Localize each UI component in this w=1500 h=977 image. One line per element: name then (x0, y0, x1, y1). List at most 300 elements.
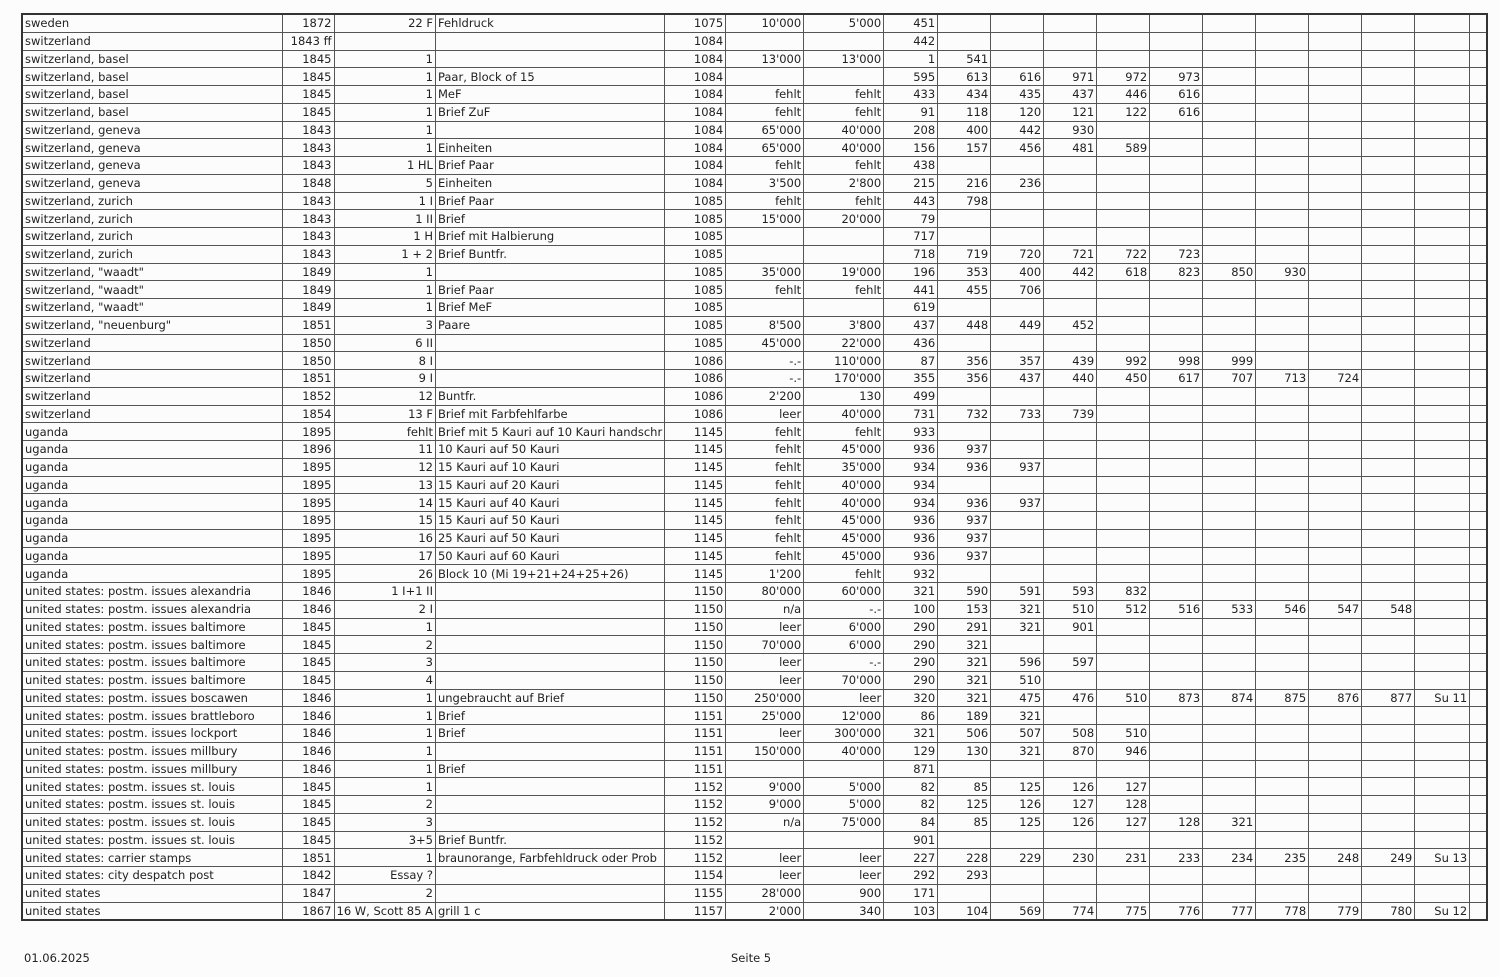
cell-ref-8 (1256, 707, 1309, 725)
cell-ref-10 (1362, 654, 1415, 672)
cell-catalog-no: 1 (334, 139, 435, 157)
cell-price-used: 45'000 (804, 547, 884, 565)
cell-year: 1843 (282, 139, 334, 157)
cell-ref-10 (1362, 529, 1415, 547)
cell-price-used: 170'000 (804, 370, 884, 388)
cell-ref-11 (1415, 86, 1470, 104)
cell-description: Brief mit 5 Kauri auf 10 Kauri handschr (435, 423, 664, 441)
cell-ref-8 (1256, 387, 1309, 405)
cell-ref-9 (1309, 32, 1362, 50)
cell-country: united states: postm. issues brattleboro (22, 707, 282, 725)
cell-ref-2 (938, 565, 991, 583)
cell-ref-5 (1097, 228, 1150, 246)
cell-price-used (804, 245, 884, 263)
cell-ref-4 (1044, 281, 1097, 299)
cell-ref-6: 616 (1150, 103, 1203, 121)
cell-price-unused: 9'000 (726, 796, 804, 814)
table-row (22, 476, 1487, 494)
cell-ref-5 (1097, 565, 1150, 583)
cell-year: 1846 (282, 725, 334, 743)
cell-ref-2: 291 (938, 618, 991, 636)
cell-price-used: 40'000 (804, 476, 884, 494)
cell-catalog-no: 1 II (334, 210, 435, 228)
cell-ref-11 (1415, 476, 1470, 494)
cell-ref-11 (1415, 387, 1470, 405)
cell-ref-1: 290 (884, 618, 938, 636)
cell-price-used: 70'000 (804, 671, 884, 689)
cell-page-ref: 1157 (665, 902, 726, 920)
cell-price-unused: fehlt (726, 423, 804, 441)
cell-price-unused: 8'500 (726, 316, 804, 334)
cell-ref-8: 930 (1256, 263, 1309, 281)
cell-catalog-no: 4 (334, 671, 435, 689)
cell-ref-10 (1362, 387, 1415, 405)
cell-ref-8 (1256, 494, 1309, 512)
cell-year: 1847 (282, 884, 334, 902)
cell-ref-3 (991, 831, 1044, 849)
cell-ref-9 (1309, 50, 1362, 68)
cell-ref-12 (1470, 68, 1487, 86)
cell-ref-11 (1415, 707, 1470, 725)
cell-price-used: 19'000 (804, 263, 884, 281)
cell-ref-7 (1203, 405, 1256, 423)
cell-price-unused: 1'200 (726, 565, 804, 583)
cell-year: 1843 (282, 228, 334, 246)
cell-ref-2: 937 (938, 547, 991, 565)
cell-ref-7 (1203, 50, 1256, 68)
cell-ref-12 (1470, 458, 1487, 476)
cell-ref-1: 290 (884, 654, 938, 672)
cell-catalog-no: 12 (334, 387, 435, 405)
cell-ref-2 (938, 831, 991, 849)
cell-price-unused (726, 760, 804, 778)
cell-ref-8 (1256, 831, 1309, 849)
cell-ref-4: 127 (1044, 796, 1097, 814)
table-row (22, 14, 1487, 32)
cell-ref-8 (1256, 210, 1309, 228)
cell-ref-7: 533 (1203, 600, 1256, 618)
cell-ref-6 (1150, 654, 1203, 672)
cell-ref-8 (1256, 281, 1309, 299)
cell-ref-11 (1415, 618, 1470, 636)
cell-price-used: 5'000 (804, 778, 884, 796)
cell-catalog-no: 1 (334, 618, 435, 636)
cell-ref-10 (1362, 565, 1415, 583)
cell-description: 15 Kauri auf 10 Kauri (435, 458, 664, 476)
cell-ref-12 (1470, 636, 1487, 654)
cell-price-used: fehlt (804, 192, 884, 210)
cell-ref-9 (1309, 103, 1362, 121)
table-row (22, 654, 1487, 672)
cell-price-used: 6'000 (804, 618, 884, 636)
cell-country: united states: postm. issues alexandria (22, 600, 282, 618)
cell-ref-3: 229 (991, 849, 1044, 867)
cell-country: uganda (22, 565, 282, 583)
cell-country: uganda (22, 458, 282, 476)
cell-ref-9 (1309, 281, 1362, 299)
table-row (22, 228, 1487, 246)
cell-ref-8 (1256, 299, 1309, 317)
cell-ref-5 (1097, 50, 1150, 68)
cell-ref-4 (1044, 512, 1097, 530)
cell-country: uganda (22, 476, 282, 494)
cell-year: 1845 (282, 654, 334, 672)
cell-ref-1: 208 (884, 121, 938, 139)
cell-page-ref: 1145 (665, 441, 726, 459)
cell-ref-8 (1256, 334, 1309, 352)
cell-catalog-no: 8 I (334, 352, 435, 370)
cell-ref-10 (1362, 423, 1415, 441)
cell-ref-1: 871 (884, 760, 938, 778)
cell-ref-11 (1415, 494, 1470, 512)
cell-ref-11 (1415, 583, 1470, 601)
cell-year: 1850 (282, 352, 334, 370)
cell-ref-7 (1203, 867, 1256, 885)
cell-ref-6 (1150, 32, 1203, 50)
cell-ref-7 (1203, 725, 1256, 743)
cell-ref-2: 613 (938, 68, 991, 86)
cell-price-unused (726, 228, 804, 246)
cell-country: switzerland, zurich (22, 228, 282, 246)
cell-ref-9 (1309, 636, 1362, 654)
cell-ref-5: 775 (1097, 902, 1150, 920)
footer-page-number: Seite 5 (731, 951, 772, 965)
table-row (22, 583, 1487, 601)
cell-page-ref: 1151 (665, 707, 726, 725)
cell-ref-11 (1415, 884, 1470, 902)
cell-year: 1895 (282, 547, 334, 565)
cell-ref-9 (1309, 831, 1362, 849)
cell-ref-7 (1203, 512, 1256, 530)
cell-ref-11 (1415, 529, 1470, 547)
cell-description: Brief Buntfr. (435, 831, 664, 849)
cell-ref-11 (1415, 68, 1470, 86)
cell-description (435, 636, 664, 654)
cell-description (435, 370, 664, 388)
table-row (22, 32, 1487, 50)
cell-page-ref: 1145 (665, 476, 726, 494)
cell-ref-1: 82 (884, 778, 938, 796)
cell-ref-1: 87 (884, 352, 938, 370)
cell-country: united states: postm. issues st. louis (22, 778, 282, 796)
table-row (22, 689, 1487, 707)
cell-ref-1: 436 (884, 334, 938, 352)
cell-page-ref: 1150 (665, 671, 726, 689)
cell-ref-10 (1362, 796, 1415, 814)
cell-ref-10 (1362, 831, 1415, 849)
cell-ref-7 (1203, 299, 1256, 317)
cell-ref-9 (1309, 760, 1362, 778)
cell-ref-1: 215 (884, 174, 938, 192)
cell-ref-4 (1044, 458, 1097, 476)
cell-country: switzerland, basel (22, 50, 282, 68)
cell-description: Brief Paar (435, 281, 664, 299)
cell-ref-6: 823 (1150, 263, 1203, 281)
cell-ref-9 (1309, 867, 1362, 885)
cell-ref-10 (1362, 334, 1415, 352)
cell-ref-2: 455 (938, 281, 991, 299)
cell-ref-3 (991, 228, 1044, 246)
cell-ref-3: 400 (991, 263, 1044, 281)
cell-ref-2: 937 (938, 512, 991, 530)
cell-ref-2 (938, 334, 991, 352)
table-row (22, 902, 1487, 920)
cell-country: united states: postm. issues lockport (22, 725, 282, 743)
cell-ref-1: 619 (884, 299, 938, 317)
cell-ref-10 (1362, 494, 1415, 512)
cell-ref-1: 936 (884, 512, 938, 530)
cell-page-ref: 1145 (665, 494, 726, 512)
cell-country: united states: postm. issues baltimore (22, 618, 282, 636)
cell-ref-10 (1362, 867, 1415, 885)
cell-ref-12 (1470, 316, 1487, 334)
cell-ref-1: 292 (884, 867, 938, 885)
cell-ref-3 (991, 334, 1044, 352)
cell-year: 1845 (282, 50, 334, 68)
cell-ref-6 (1150, 760, 1203, 778)
cell-country: switzerland (22, 387, 282, 405)
cell-year: 1843 (282, 121, 334, 139)
cell-ref-12 (1470, 50, 1487, 68)
cell-ref-7 (1203, 494, 1256, 512)
cell-ref-6 (1150, 636, 1203, 654)
cell-ref-12 (1470, 831, 1487, 849)
cell-ref-1: 321 (884, 583, 938, 601)
cell-ref-9 (1309, 707, 1362, 725)
cell-ref-7 (1203, 671, 1256, 689)
cell-ref-11 (1415, 867, 1470, 885)
cell-ref-7 (1203, 831, 1256, 849)
cell-ref-4: 870 (1044, 742, 1097, 760)
cell-country: united states: postm. issues baltimore (22, 654, 282, 672)
table-row (22, 139, 1487, 157)
cell-description: Brief mit Farbfehlfarbe (435, 405, 664, 423)
cell-catalog-no: 11 (334, 441, 435, 459)
cell-ref-9 (1309, 245, 1362, 263)
cell-ref-4 (1044, 494, 1097, 512)
cell-ref-4 (1044, 299, 1097, 317)
cell-ref-10 (1362, 778, 1415, 796)
cell-ref-9 (1309, 352, 1362, 370)
cell-ref-9 (1309, 263, 1362, 281)
cell-ref-5 (1097, 423, 1150, 441)
cell-ref-12 (1470, 512, 1487, 530)
cell-ref-5 (1097, 157, 1150, 175)
cell-ref-11: Su 11 (1415, 689, 1470, 707)
cell-ref-4: 126 (1044, 813, 1097, 831)
cell-price-unused (726, 245, 804, 263)
cell-country: united states: postm. issues boscawen (22, 689, 282, 707)
cell-catalog-no: 2 (334, 636, 435, 654)
cell-catalog-no: 12 (334, 458, 435, 476)
cell-ref-6 (1150, 387, 1203, 405)
cell-description: MeF (435, 86, 664, 104)
cell-year: 1895 (282, 423, 334, 441)
cell-ref-3: 596 (991, 654, 1044, 672)
cell-ref-2 (938, 387, 991, 405)
cell-ref-3: 321 (991, 600, 1044, 618)
cell-year: 1895 (282, 529, 334, 547)
table-row (22, 387, 1487, 405)
cell-price-unused: leer (726, 867, 804, 885)
cell-country: switzerland, geneva (22, 157, 282, 175)
cell-ref-6 (1150, 494, 1203, 512)
cell-ref-11 (1415, 228, 1470, 246)
cell-page-ref: 1145 (665, 565, 726, 583)
cell-description (435, 654, 664, 672)
cell-ref-6 (1150, 742, 1203, 760)
cell-page-ref: 1086 (665, 352, 726, 370)
cell-ref-10 (1362, 352, 1415, 370)
collection-table (21, 13, 1488, 921)
cell-catalog-no: 1 + 2 (334, 245, 435, 263)
cell-ref-2 (938, 14, 991, 32)
cell-catalog-no: 1 (334, 742, 435, 760)
cell-catalog-no: 26 (334, 565, 435, 583)
cell-description: 15 Kauri auf 40 Kauri (435, 494, 664, 512)
cell-ref-3 (991, 636, 1044, 654)
table-row (22, 760, 1487, 778)
cell-ref-4: 121 (1044, 103, 1097, 121)
cell-ref-8 (1256, 671, 1309, 689)
cell-ref-10 (1362, 405, 1415, 423)
cell-description: 10 Kauri auf 50 Kauri (435, 441, 664, 459)
cell-catalog-no: 1 HL (334, 157, 435, 175)
cell-ref-4 (1044, 423, 1097, 441)
cell-ref-12 (1470, 157, 1487, 175)
cell-catalog-no: 3 (334, 316, 435, 334)
cell-price-unused: 15'000 (726, 210, 804, 228)
cell-description: Brief (435, 725, 664, 743)
cell-ref-3: 475 (991, 689, 1044, 707)
cell-ref-5 (1097, 405, 1150, 423)
cell-ref-8 (1256, 458, 1309, 476)
cell-ref-12 (1470, 281, 1487, 299)
cell-ref-7: 234 (1203, 849, 1256, 867)
cell-ref-6 (1150, 831, 1203, 849)
cell-ref-7 (1203, 139, 1256, 157)
cell-ref-3 (991, 884, 1044, 902)
cell-ref-12 (1470, 352, 1487, 370)
cell-ref-12 (1470, 654, 1487, 672)
table-row (22, 707, 1487, 725)
cell-ref-11 (1415, 121, 1470, 139)
cell-ref-9 (1309, 458, 1362, 476)
cell-price-unused: fehlt (726, 494, 804, 512)
cell-ref-6: 998 (1150, 352, 1203, 370)
cell-price-used: 5'000 (804, 796, 884, 814)
cell-ref-3: 733 (991, 405, 1044, 423)
cell-catalog-no: Essay ? (334, 867, 435, 885)
cell-country: switzerland, "waadt" (22, 299, 282, 317)
cell-ref-1: 438 (884, 157, 938, 175)
cell-page-ref: 1085 (665, 334, 726, 352)
cell-ref-6 (1150, 707, 1203, 725)
cell-ref-11 (1415, 547, 1470, 565)
cell-ref-11 (1415, 441, 1470, 459)
cell-ref-11 (1415, 778, 1470, 796)
cell-ref-4 (1044, 671, 1097, 689)
cell-ref-7 (1203, 760, 1256, 778)
cell-ref-4 (1044, 174, 1097, 192)
cell-ref-4: 930 (1044, 121, 1097, 139)
cell-price-used: 5'000 (804, 14, 884, 32)
cell-page-ref: 1150 (665, 583, 726, 601)
cell-price-unused (726, 299, 804, 317)
cell-price-used (804, 32, 884, 50)
cell-ref-2: 936 (938, 494, 991, 512)
cell-description (435, 867, 664, 885)
cell-ref-6 (1150, 281, 1203, 299)
cell-ref-3: 321 (991, 707, 1044, 725)
cell-ref-12 (1470, 263, 1487, 281)
table-row (22, 849, 1487, 867)
cell-description (435, 778, 664, 796)
cell-ref-5: 446 (1097, 86, 1150, 104)
cell-ref-12 (1470, 228, 1487, 246)
cell-price-unused: fehlt (726, 157, 804, 175)
cell-ref-12 (1470, 121, 1487, 139)
cell-ref-10 (1362, 618, 1415, 636)
cell-price-unused (726, 32, 804, 50)
cell-ref-11 (1415, 50, 1470, 68)
cell-ref-8 (1256, 742, 1309, 760)
cell-ref-6 (1150, 174, 1203, 192)
cell-ref-10: 249 (1362, 849, 1415, 867)
cell-price-used: 110'000 (804, 352, 884, 370)
cell-ref-7 (1203, 157, 1256, 175)
table-row (22, 565, 1487, 583)
table-row (22, 618, 1487, 636)
cell-ref-1: 321 (884, 725, 938, 743)
cell-price-unused: 3'500 (726, 174, 804, 192)
cell-ref-12 (1470, 849, 1487, 867)
cell-description: Einheiten (435, 139, 664, 157)
cell-ref-10 (1362, 245, 1415, 263)
cell-ref-3: 720 (991, 245, 1044, 263)
cell-ref-3: 507 (991, 725, 1044, 743)
cell-ref-4: 508 (1044, 725, 1097, 743)
cell-page-ref: 1150 (665, 636, 726, 654)
cell-ref-4 (1044, 50, 1097, 68)
cell-ref-6: 516 (1150, 600, 1203, 618)
cell-ref-3: 435 (991, 86, 1044, 104)
cell-price-unused: 9'000 (726, 778, 804, 796)
cell-ref-7 (1203, 316, 1256, 334)
cell-ref-2: 153 (938, 600, 991, 618)
cell-ref-7 (1203, 476, 1256, 494)
cell-price-unused: leer (726, 618, 804, 636)
cell-country: switzerland, basel (22, 103, 282, 121)
cell-page-ref: 1150 (665, 618, 726, 636)
cell-ref-4 (1044, 157, 1097, 175)
cell-ref-5 (1097, 32, 1150, 50)
cell-ref-6 (1150, 529, 1203, 547)
cell-ref-8 (1256, 405, 1309, 423)
cell-description: 15 Kauri auf 20 Kauri (435, 476, 664, 494)
cell-ref-2: 732 (938, 405, 991, 423)
cell-ref-6 (1150, 316, 1203, 334)
cell-page-ref: 1085 (665, 228, 726, 246)
cell-ref-2: 125 (938, 796, 991, 814)
cell-price-unused: fehlt (726, 512, 804, 530)
cell-country: united states: postm. issues alexandria (22, 583, 282, 601)
cell-description (435, 32, 664, 50)
cell-ref-1: 442 (884, 32, 938, 50)
cell-ref-1: 936 (884, 547, 938, 565)
cell-ref-10 (1362, 103, 1415, 121)
cell-ref-1: 433 (884, 86, 938, 104)
